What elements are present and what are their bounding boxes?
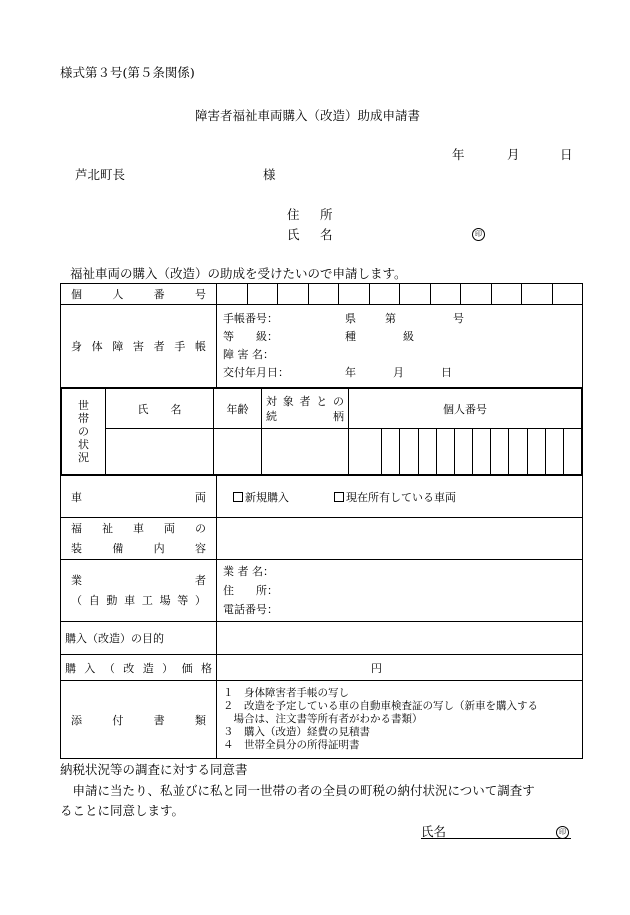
form-title: 障害者福祉車両購入（改造）助成申請書 xyxy=(195,108,421,123)
attachment-item: ２ 改造を予定している車の自動車検査証の写し（新車を購入する xyxy=(223,700,538,712)
row-vehicle xyxy=(61,476,583,518)
attachment-item: ３ 購入（改造）経費の見積書 xyxy=(223,726,370,738)
consent-body-line2: ることに同意します。 xyxy=(60,803,185,818)
equipment-cell[interactable] xyxy=(217,518,583,560)
dealer-label: 業 者 （自動車工場等） xyxy=(61,560,217,622)
dealer-details[interactable] xyxy=(217,560,583,622)
row-purpose xyxy=(61,622,583,655)
row-price xyxy=(61,655,583,681)
row-equipment xyxy=(61,518,583,560)
household-label: 世帯の状況 xyxy=(78,399,89,464)
dai-label: 第 xyxy=(385,312,396,325)
date-year-label: 年 xyxy=(452,147,465,162)
go-label: 号 xyxy=(453,312,464,325)
personal-number-boxes[interactable] xyxy=(217,284,583,305)
disability-name-label: 障 害 名： xyxy=(223,348,274,361)
personal-number-label: 個 人 番 号 xyxy=(71,288,206,301)
attachment-item: 場合は、注文書等所有者がわかる書類） xyxy=(223,713,423,725)
date-month-label: 月 xyxy=(507,147,520,162)
household-name-header: 氏 名 xyxy=(106,389,214,429)
row-dealer xyxy=(61,560,583,622)
addressee: 芦北町長 xyxy=(75,167,126,182)
row-attachments xyxy=(61,681,583,759)
consent-body-line1: 申請に当たり、私並びに私と同一世帯の者の全員の町税の納付状況について調査す xyxy=(60,783,535,798)
household-table xyxy=(61,388,582,475)
household-personal-no-boxes[interactable] xyxy=(349,429,582,475)
vehicle-options xyxy=(217,476,583,518)
dealer-address-label: 住 所： xyxy=(223,584,278,597)
prefecture-label: 県 xyxy=(345,312,356,325)
issue-month-label: 月 xyxy=(393,366,404,379)
price-cell[interactable] xyxy=(217,655,583,681)
handbook-label: 身体障害者手帳 xyxy=(71,340,206,353)
owned-vehicle-checkbox[interactable] xyxy=(334,491,456,504)
row-household xyxy=(61,388,583,476)
consent-signature-line[interactable] xyxy=(421,822,571,839)
equipment-label: 福祉車両の 装備内容 xyxy=(61,518,217,560)
household-name-cell[interactable] xyxy=(106,429,214,475)
consent-heading: 納税状況等の調査に対する同意書 xyxy=(60,762,248,777)
household-personal-no-header: 個人番号 xyxy=(349,389,582,429)
purpose-label: 購入（改造）の目的 xyxy=(65,632,164,645)
row-handbook xyxy=(61,305,583,388)
dealer-name-label: 業 者 名： xyxy=(223,565,274,578)
date-day-label: 日 xyxy=(560,147,573,162)
household-age-header: 年齢 xyxy=(214,389,262,429)
dealer-phone-label: 電話番号： xyxy=(223,603,278,616)
handbook-details[interactable] xyxy=(217,305,583,388)
issue-year-label: 年 xyxy=(345,366,356,379)
consent-seal-icon: 印 xyxy=(556,824,569,839)
applicant-address-label: 住 所 xyxy=(287,207,337,222)
vehicle-label: 車 両 xyxy=(71,490,206,504)
kyu-label: 級 xyxy=(403,330,414,343)
attachment-item: １ 身体障害者手帳の写し xyxy=(223,687,349,699)
owned-vehicle-label: 現在所有している車両 xyxy=(346,490,456,504)
household-relation-cell[interactable] xyxy=(262,429,349,475)
kind-label: 種 xyxy=(345,330,356,343)
new-purchase-checkbox[interactable] xyxy=(233,491,289,504)
row-personal-number xyxy=(61,284,583,305)
form-number: 様式第３号(第５条関係) xyxy=(60,65,195,80)
price-label: 購入（改造）価格 xyxy=(65,661,212,675)
intro-text: 福祉車両の購入（改造）の助成を受けたいので申請します。 xyxy=(70,266,407,281)
issue-day-label: 日 xyxy=(441,366,452,379)
attachment-item: ４ 世帯全員分の所得証明書 xyxy=(223,739,360,751)
handbook-number-label: 手帳番号： xyxy=(223,312,278,325)
consent-name-label: 氏名 xyxy=(421,824,447,839)
yen-label: 円 xyxy=(371,661,382,675)
application-table xyxy=(60,283,583,759)
attachments-label: 添 付 書 類 xyxy=(71,713,206,727)
honorific: 様 xyxy=(263,167,276,182)
attachments-list xyxy=(217,681,583,759)
applicant-name-label: 氏 名 xyxy=(287,227,337,242)
household-age-cell[interactable] xyxy=(214,429,262,475)
grade-label: 等 級： xyxy=(223,330,278,343)
new-purchase-label: 新規購入 xyxy=(245,490,289,504)
purpose-cell[interactable] xyxy=(217,622,583,655)
issue-date-label: 交付年月日： xyxy=(223,366,289,379)
applicant-seal-icon: 印 xyxy=(472,226,485,241)
household-relation-header: 対象者との 続 柄 xyxy=(262,389,349,429)
